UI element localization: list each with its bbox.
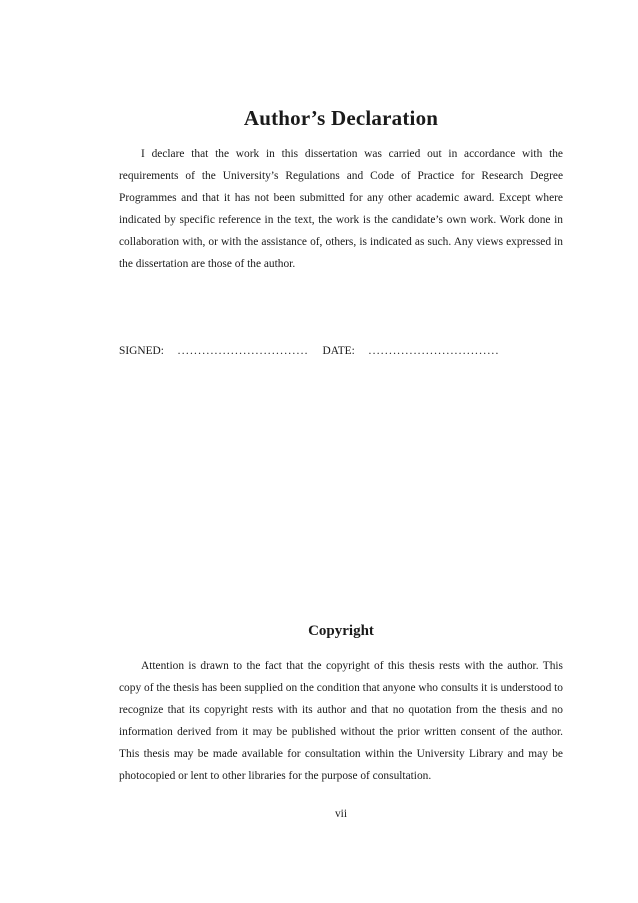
page-number: vii (334, 808, 348, 820)
declaration-title: Author’s Declaration (243, 106, 439, 130)
copyright-body: Attention is drawn to the fact that the copyright of this thesis rests with the author. This copy of the thesis has been supplied on the condition that anyone who consults it is understood to recognize that its copyright rests with its author and that no quotation from the thesis and no information derived from it may be published without the prior written consent of the author. This thesis may be made available for consultation within the University Library and may be photocopied or lent to other libraries for the purpose of consultation. (119, 660, 563, 783)
signature-line (119, 345, 589, 357)
signed-label: SIGNED: (119, 345, 164, 357)
copyright-title: Copyright (308, 623, 374, 639)
date-label: DATE: (322, 345, 355, 357)
declaration-body: I declare that the work in this dissertation was carried out in accordance with the requirements of the University’s Regulations and Code of Practice for Research Degree Programmes and that it has not been submitted for any other academic award. Except where indicated by specific reference in the text, the work is the candidate’s own work. Work done in collaboration with, or with the assistance of, others, is indicated as such. Any views expressed in the dissertation are those of the author. (119, 148, 563, 271)
signed-dots: ................................ (177, 345, 309, 357)
date-dots: ................................ (368, 345, 500, 357)
